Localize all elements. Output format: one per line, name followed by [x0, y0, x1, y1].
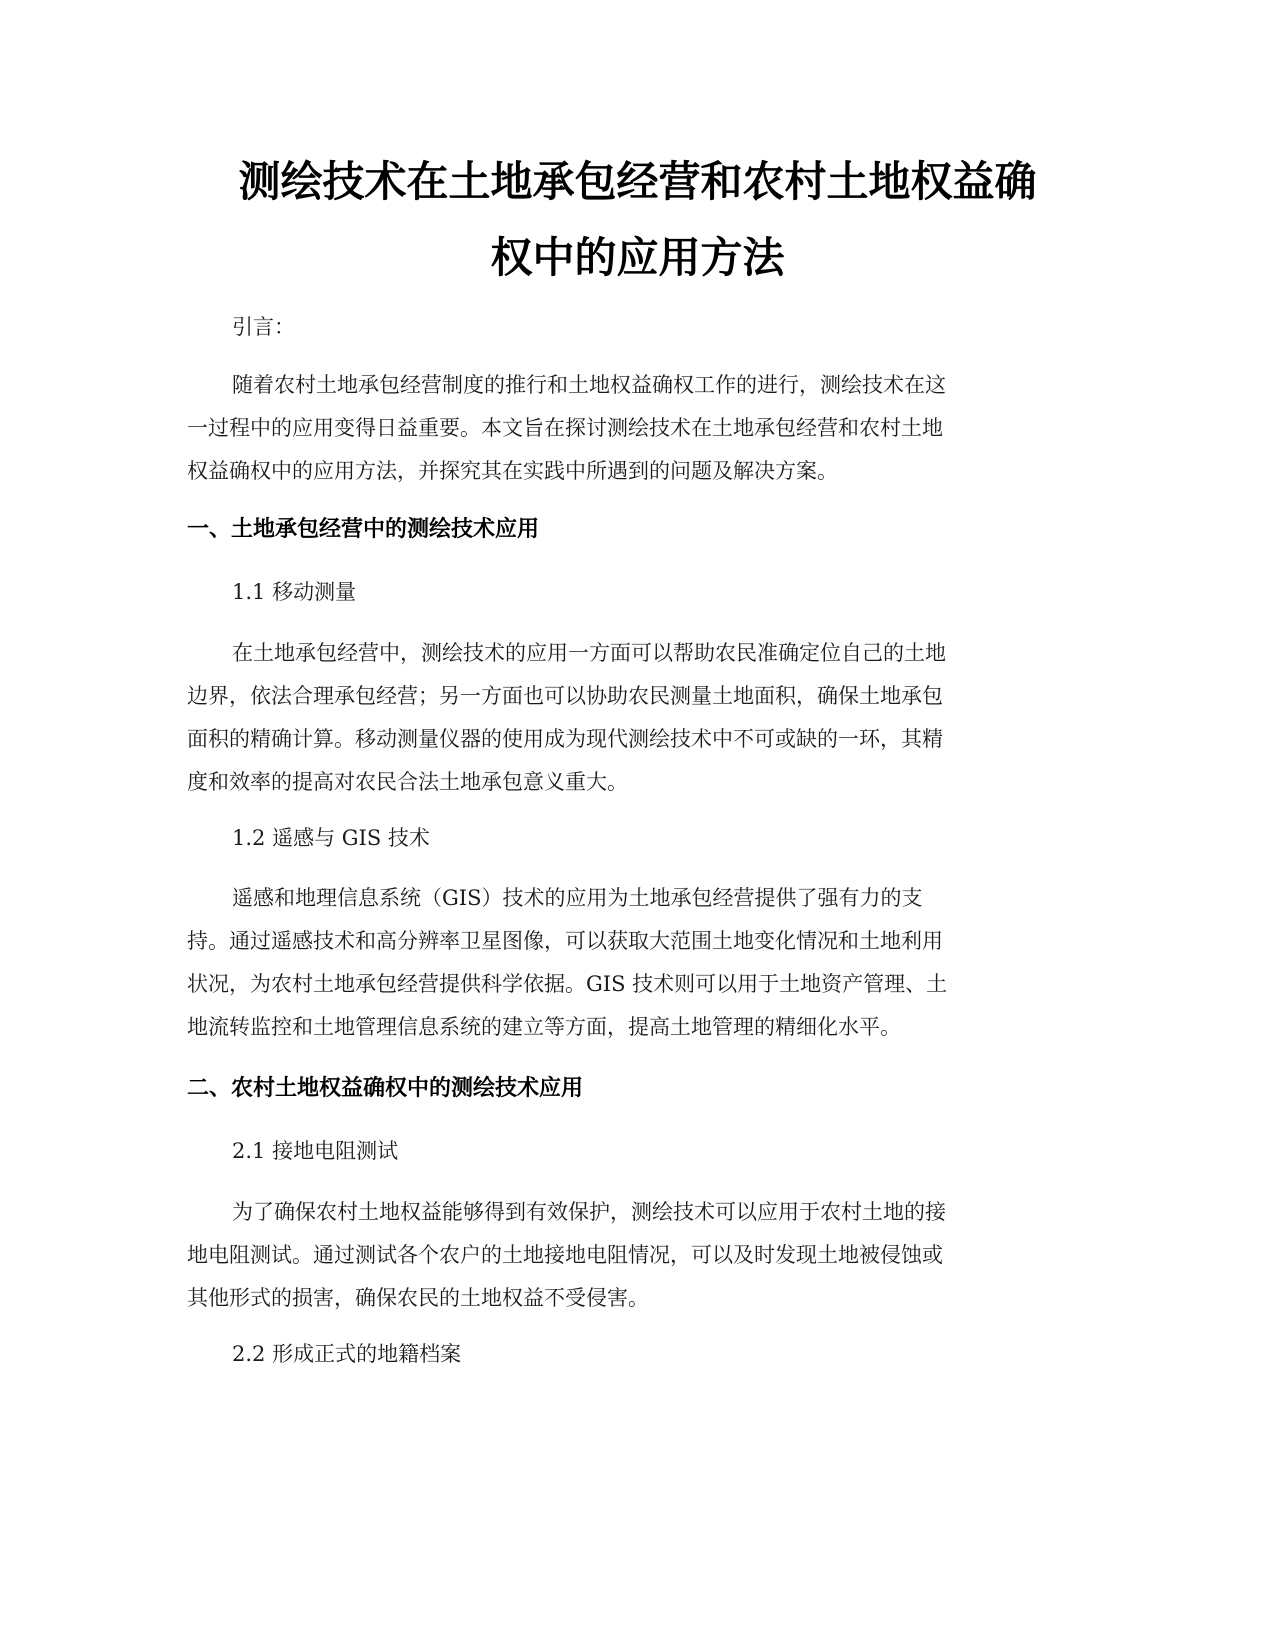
- paragraph-line: 面积的精确计算。移动测量仪器的使用成为现代测绘技术中不可或缺的一环，其精: [187, 727, 943, 751]
- subsection-1-2-paragraph: [187, 882, 1087, 1054]
- paragraph-line: 权益确权中的应用方法，并探究其在实践中所遇到的问题及解决方案。: [187, 459, 838, 483]
- intro-label: 引言：: [232, 315, 295, 339]
- subsection-1-2-heading: 1.2 遥感与 GIS 技术: [232, 826, 430, 850]
- paragraph-line: 在土地承包经营中，测绘技术的应用一方面可以帮助农民准确定位自己的土地: [232, 641, 946, 665]
- paragraph-line: 地流转监控和土地管理信息系统的建立等方面，提高土地管理的精细化水平。: [187, 1015, 901, 1039]
- paragraph-line: 其他形式的损害，确保农民的土地权益不受侵害。: [187, 1286, 649, 1310]
- subsection-2-2-heading: 2.2 形成正式的地籍档案: [232, 1342, 462, 1366]
- paragraph-line: 度和效率的提高对农民合法土地承包意义重大。: [187, 770, 628, 794]
- paragraph-line: 为了确保农村土地权益能够得到有效保护，测绘技术可以应用于农村土地的接: [232, 1200, 946, 1224]
- subsection-1-1-paragraph: [187, 637, 1087, 809]
- paragraph-line: 地电阻测试。通过测试各个农户的土地接地电阻情况，可以及时发现土地被侵蚀或: [187, 1243, 943, 1267]
- subsection-1-1-heading: 1.1 移动测量: [232, 580, 357, 604]
- paragraph-line: 遥感和地理信息系统（GIS）技术的应用为土地承包经营提供了强有力的支: [232, 886, 923, 910]
- paragraph-line: 一过程中的应用变得日益重要。本文旨在探讨测绘技术在土地承包经营和农村土地: [187, 416, 943, 440]
- section-2-heading: 二、农村土地权益确权中的测绘技术应用: [187, 1076, 584, 1101]
- paragraph-line: 状况，为农村土地承包经营提供科学依据。GIS 技术则可以用于土地资产管理、土: [187, 972, 948, 996]
- subsection-2-1-heading: 2.1 接地电阻测试: [232, 1139, 399, 1163]
- paragraph-line: 持。通过遥感技术和高分辨率卫星图像，可以获取大范围土地变化情况和土地利用: [187, 929, 943, 953]
- section-1-heading: 一、土地承包经营中的测绘技术应用: [187, 517, 540, 542]
- paragraph-line: 随着农村土地承包经营制度的推行和土地权益确权工作的进行，测绘技术在这: [232, 373, 946, 397]
- intro-paragraph: [187, 369, 1087, 498]
- document-title-line-2: 权中的应用方法: [490, 233, 785, 282]
- document-title-line-1: 测绘技术在土地承包经营和农村土地权益确: [238, 157, 1037, 206]
- subsection-2-1-paragraph: [187, 1196, 1087, 1325]
- paragraph-line: 边界，依法合理承包经营；另一方面也可以协助农民测量土地面积，确保土地承包: [187, 684, 943, 708]
